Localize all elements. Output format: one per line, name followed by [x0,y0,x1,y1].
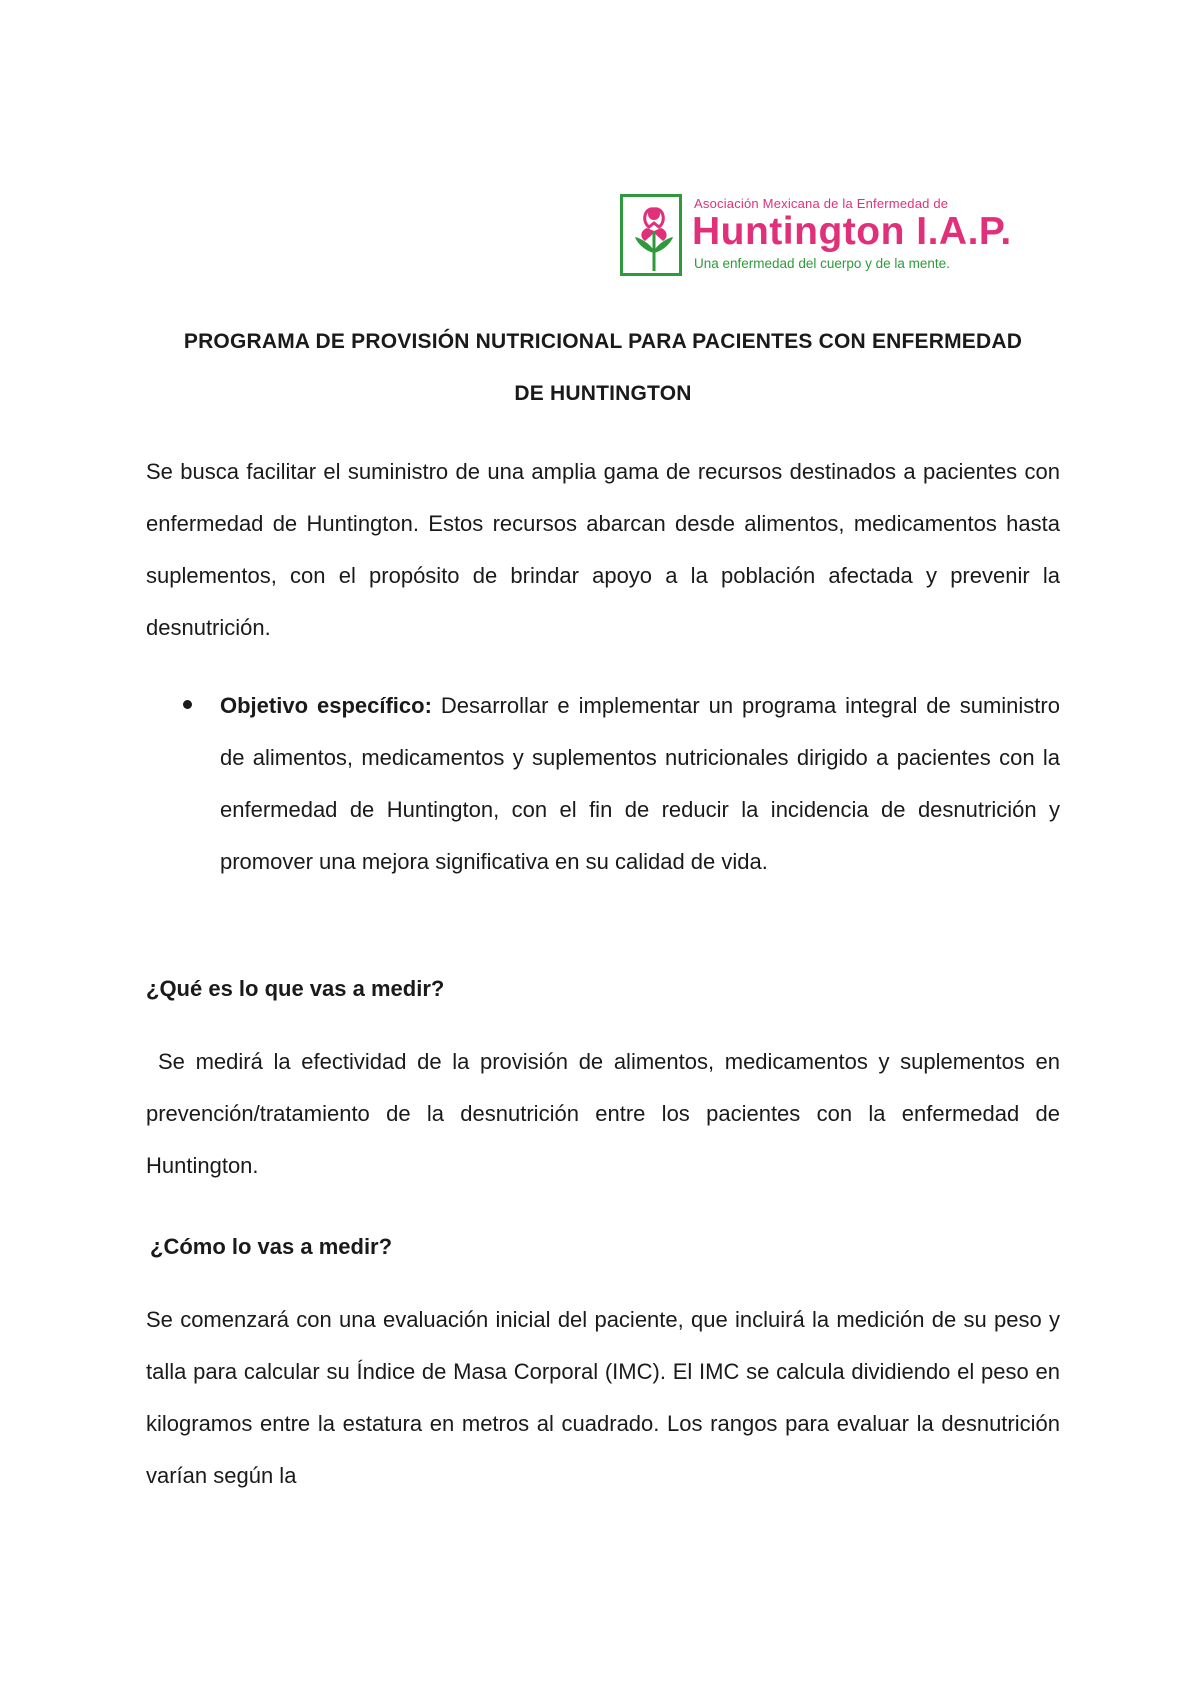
paragraph-how-to-measure: Se comenzará con una evaluación inicial del paciente, que incluirá la medición de su peso y talla para calcular su Índice de Masa Corporal (IMC). El IMC se calcula dividiendo el peso en kilogramos entre la estatura en metros al cuadrado. Los rangos para evaluar la desnutrición varían según la [146,1307,1060,1488]
objective-bullet [220,680,1060,888]
logo-emblem [620,194,682,276]
paragraph-what-to-measure: Se medirá la efectividad de la provisión de alimentos, medicamentos y suplementos en prevención/tratamiento de la desnutrición entre los pacientes con la enfermedad de Huntington. [146,1049,1060,1178]
objective-text: Desarrollar e implementar un programa integral de suministro de alimentos, medicamentos y suplementos nutricionales dirigido a pacientes con la enfermedad de Huntington, con el fin de reducir la incidencia de desnutrición y promover una mejora significativa en su calidad de vida. [220,693,1060,874]
logo-tagline-text: Una enfermedad del cuerpo y de la mente. [694,256,950,271]
intro-paragraph: Se busca facilitar el suministro de una amplia gama de recursos destinados a pacientes con enfermedad de Huntington. Estos recursos abarcan desde alimentos, medicamentos hasta suplementos, con el propósito de brindar apoyo a la población afectada y prevenir la desnutrición. [146,459,1060,640]
heading-how-to-measure: ¿Cómo lo vas a medir? [150,1234,393,1259]
organization-logo [620,194,1060,280]
objective-label: Objetivo específico: [220,693,432,718]
logo-association-text: Asociación Mexicana de la Enfermedad de [694,196,949,211]
document-title-line-2: DE HUNTINGTON [514,382,692,405]
document-title-line-1: PROGRAMA DE PROVISIÓN NUTRICIONAL PARA PACIENTES CON ENFERMEDAD [183,330,1023,353]
logo-name-text: Huntington I.A.P. [692,210,1012,253]
flower-person-icon [623,197,685,279]
heading-what-to-measure: ¿Qué es lo que vas a medir? [146,976,445,1001]
bullet-icon [183,700,192,709]
